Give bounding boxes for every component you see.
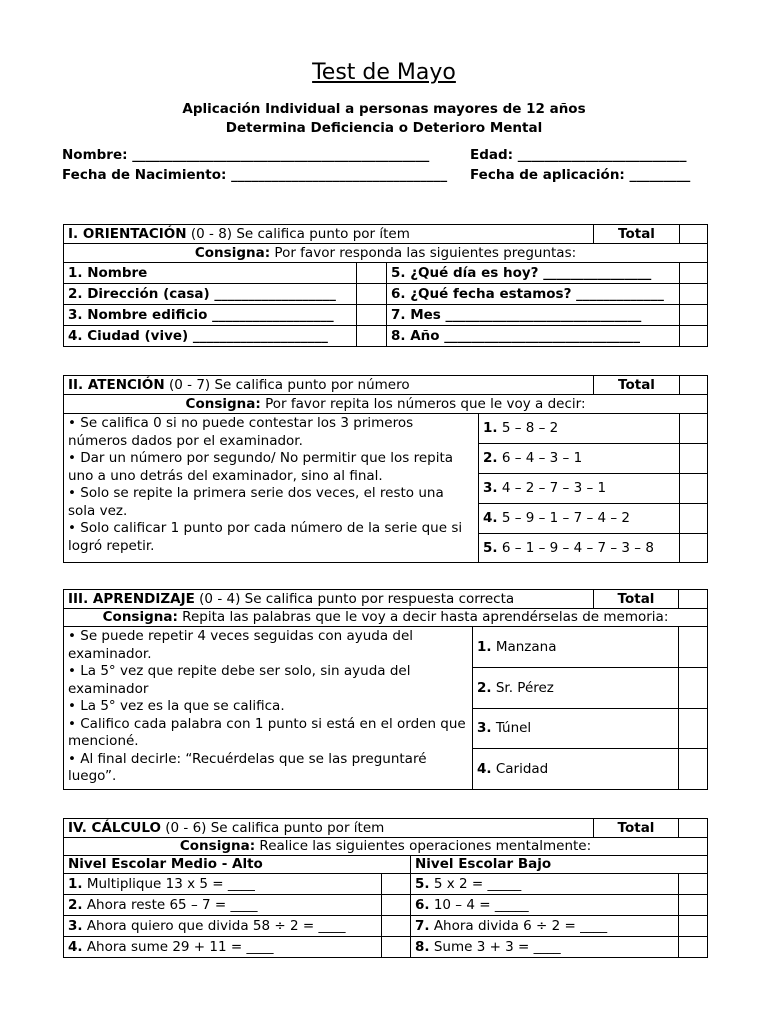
- orientacion-score-1[interactable]: [357, 263, 387, 284]
- calculo-score-2[interactable]: [382, 895, 411, 916]
- atencion-bullet: • Dar un número por segundo/ No permitir que los repita uno a uno detrás del examinador, sino al final.: [68, 450, 454, 484]
- atencion-instructions: [64, 414, 479, 563]
- orientacion-item-1: 1. Nombre: [64, 263, 357, 284]
- aprendizaje-bullet: • Se puede repetir 4 veces seguidas con ayuda del examinador.: [68, 628, 414, 662]
- orientacion-total: [593, 224, 708, 244]
- calculo-heading: IV. CÁLCULO (0 - 6) Se califica punto por ítem: [64, 819, 708, 838]
- atencion-score-2[interactable]: [680, 444, 708, 474]
- orientacion-item-3: 3. Nombre edificio __________________: [64, 305, 357, 326]
- atencion-bullet: • Se califica 0 si no puede contestar los 3 primeros números dados por el examinador.: [68, 415, 414, 449]
- calculo-item-2: 2. Ahora reste 65 – 7 = ____: [64, 895, 382, 916]
- atencion-bullet: • Solo calificar 1 punto por cada número de la serie que si logró repetir.: [68, 520, 463, 554]
- calculo-item-6: 6. 10 – 4 = _____: [411, 895, 679, 916]
- aprendizaje-score-4[interactable]: [679, 749, 708, 790]
- calculo-score-1[interactable]: [382, 874, 411, 895]
- atencion-total: [593, 375, 708, 395]
- orientacion-score-2[interactable]: [357, 284, 387, 305]
- subtitle-purpose: Determina Deficiencia o Deterioro Mental: [225, 120, 543, 136]
- orientacion-score-3[interactable]: [357, 305, 387, 326]
- atencion-score-1[interactable]: [680, 414, 708, 444]
- orientacion-heading: I. ORIENTACIÓN (0 - 8) Se califica punto por ítem: [64, 225, 680, 244]
- calculo-total: [593, 818, 708, 838]
- orientacion-item-7: 7. Mes _____________________________: [387, 305, 680, 326]
- fecha-aplicacion-field[interactable]: Fecha de aplicación: _________: [470, 167, 691, 183]
- aprendizaje-heading: III. APRENDIZAJE (0 - 4) Se califica punto por respuesta correcta: [64, 590, 708, 609]
- orientacion-score-4[interactable]: [357, 326, 387, 347]
- edad-field[interactable]: Edad: _________________________: [470, 147, 687, 163]
- calculo-nivel-bajo: Nivel Escolar Bajo: [411, 856, 708, 874]
- atencion-series-3: 3. 4 – 2 – 7 – 3 – 1: [479, 474, 680, 504]
- calculo-table: [63, 818, 708, 958]
- calculo-item-5: 5. 5 x 2 = _____: [411, 874, 679, 895]
- aprendizaje-consigna: Consigna: Repita las palabras que le voy a decir hasta aprendérselas de memoria:: [64, 609, 708, 627]
- aprendizaje-score-3[interactable]: [679, 709, 708, 749]
- orientacion-item-8: 8. Año _____________________________: [387, 326, 680, 347]
- calculo-score-7[interactable]: [679, 916, 708, 937]
- aprendizaje-score-2[interactable]: [679, 668, 708, 709]
- calculo-item-4: 4. Ahora sume 29 + 11 = ____: [64, 937, 382, 958]
- orientacion-item-2: 2. Dirección (casa) __________________: [64, 284, 357, 305]
- calculo-score-3[interactable]: [382, 916, 411, 937]
- aprendizaje-bullet: • La 5° vez es la que se califica.: [68, 698, 285, 714]
- calculo-nivel-alto: Nivel Escolar Medio - Alto: [64, 856, 411, 874]
- orientacion-score-7[interactable]: [680, 305, 708, 326]
- orientacion-total-label: Total: [594, 225, 680, 244]
- aprendizaje-instructions: [64, 627, 473, 790]
- atencion-total-value[interactable]: [680, 376, 708, 395]
- aprendizaje-total-label: Total: [594, 590, 679, 609]
- calculo-item-1: 1. Multiplique 13 x 5 = ____: [64, 874, 382, 895]
- orientacion-total-value[interactable]: [680, 225, 708, 244]
- aprendizaje-word-1: 1. Manzana: [473, 627, 679, 668]
- atencion-score-5[interactable]: [680, 534, 708, 563]
- calculo-total-label: Total: [594, 819, 679, 838]
- aprendizaje-score-1[interactable]: [679, 627, 708, 668]
- orientacion-consigna: Consigna: Por favor responda las siguientes preguntas:: [64, 244, 708, 263]
- atencion-bullet: • Solo se repite la primera serie dos veces, el resto una sola vez.: [68, 485, 444, 519]
- aprendizaje-word-3: 3. Túnel: [473, 709, 679, 749]
- orientacion-item-4: 4. Ciudad (vive) ____________________: [64, 326, 357, 347]
- calculo-item-7: 7. Ahora divida 6 ÷ 2 = ____: [411, 916, 679, 937]
- atencion-series-4: 4. 5 – 9 – 1 – 7 – 4 – 2: [479, 504, 680, 534]
- calculo-item-8: 8. Sume 3 + 3 = ____: [411, 937, 679, 958]
- aprendizaje-total: [593, 589, 708, 609]
- calculo-total-value[interactable]: [679, 819, 708, 838]
- calculo-score-4[interactable]: [382, 937, 411, 958]
- orientacion-item-5: 5. ¿Qué día es hoy? ________________: [387, 263, 680, 284]
- atencion-consigna: Consigna: Por favor repita los números que le voy a decir:: [64, 395, 708, 414]
- atencion-heading: II. ATENCIÓN (0 - 7) Se califica punto por número: [64, 376, 708, 395]
- atencion-score-4[interactable]: [680, 504, 708, 534]
- aprendizaje-bullet: • La 5° vez que repite debe ser solo, sin ayuda del examinador: [68, 663, 411, 697]
- aprendizaje-word-4: 4. Caridad: [473, 749, 679, 790]
- atencion-score-3[interactable]: [680, 474, 708, 504]
- atencion-table: [63, 375, 708, 563]
- calculo-item-3: 3. Ahora quiero que divida 58 ÷ 2 = ____: [64, 916, 382, 937]
- atencion-total-label: Total: [594, 376, 680, 395]
- aprendizaje-bullet: • Califico cada palabra con 1 punto si está en el orden que mencioné.: [68, 715, 466, 749]
- orientacion-score-6[interactable]: [680, 284, 708, 305]
- atencion-series-5: 5. 6 – 1 – 9 – 4 – 7 – 3 – 8: [479, 534, 680, 563]
- subtitle-application: Aplicación Individual a personas mayores de 12 años: [182, 101, 586, 117]
- aprendizaje-total-value[interactable]: [679, 590, 708, 609]
- aprendizaje-bullet: • Al final decirle: “Recuérdelas que se las preguntaré luego”.: [68, 750, 427, 784]
- orientacion-score-5[interactable]: [680, 263, 708, 284]
- orientacion-score-8[interactable]: [680, 326, 708, 347]
- atencion-series-2: 2. 6 – 4 – 3 – 1: [479, 444, 680, 474]
- aprendizaje-table: [63, 589, 708, 790]
- atencion-series-1: 1. 5 – 8 – 2: [479, 414, 680, 444]
- aprendizaje-word-2: 2. Sr. Pérez: [473, 668, 679, 709]
- page-title: Test de Mayo: [312, 60, 456, 85]
- nombre-field[interactable]: Nombre: ____________________________________________: [62, 147, 430, 163]
- calculo-consigna: Consigna: Realice las siguientes operaciones mentalmente:: [64, 838, 708, 856]
- fecha-nacimiento-field[interactable]: Fecha de Nacimiento: ________________________________: [62, 167, 448, 183]
- calculo-score-5[interactable]: [679, 874, 708, 895]
- calculo-score-6[interactable]: [679, 895, 708, 916]
- orientacion-item-6: 6. ¿Qué fecha estamos? _____________: [387, 284, 680, 305]
- calculo-score-8[interactable]: [679, 937, 708, 958]
